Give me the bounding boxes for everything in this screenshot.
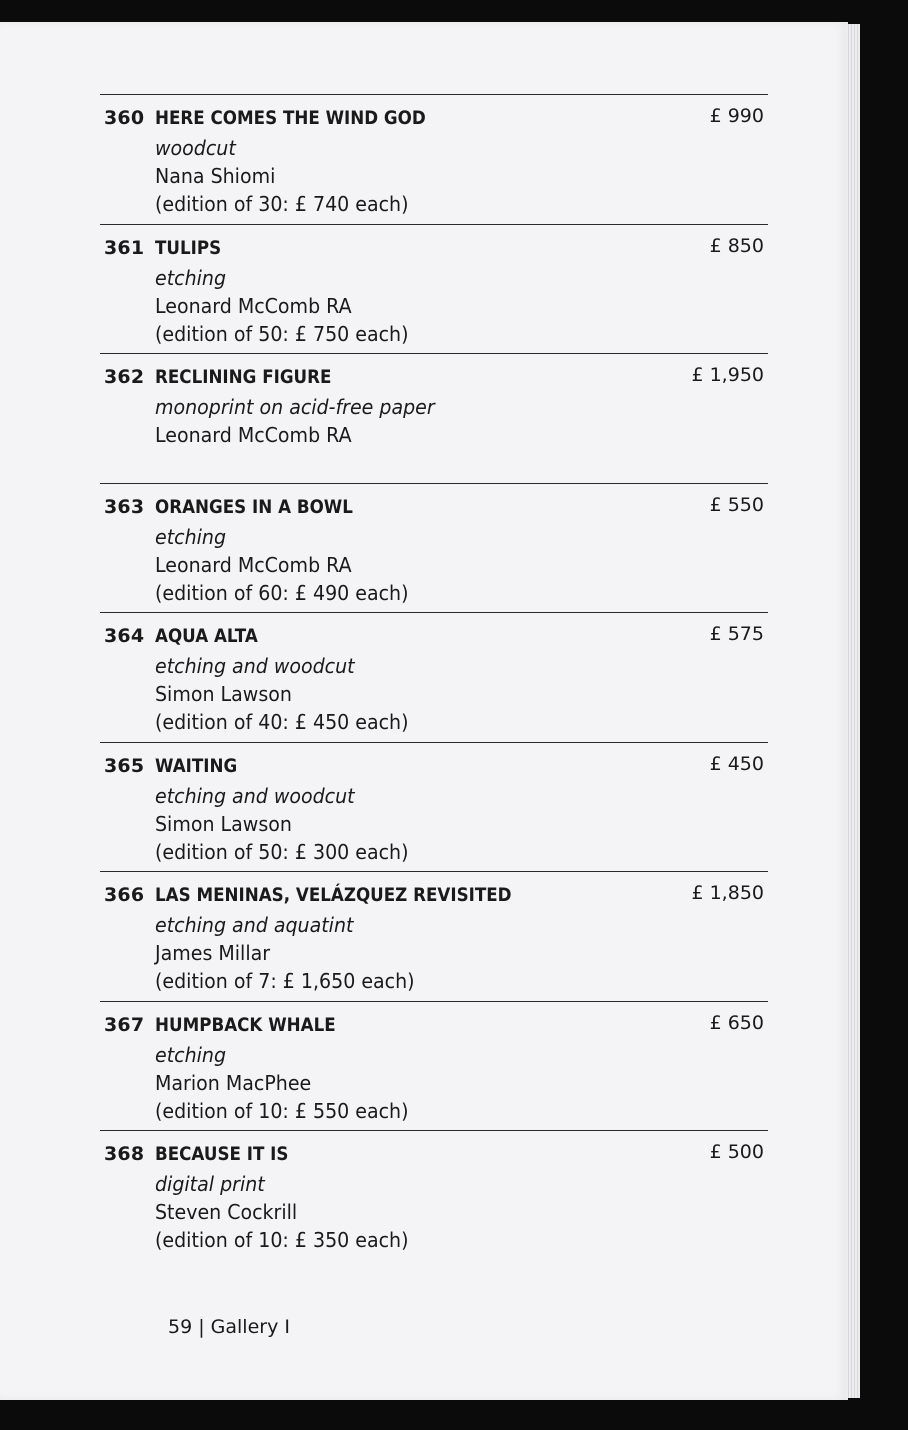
artist: Nana Shiomi	[155, 164, 276, 188]
lot-number: 360	[104, 107, 145, 129]
price: £ 575	[709, 623, 764, 645]
lot-number: 367	[104, 1013, 145, 1036]
lot-number: 361	[104, 236, 145, 259]
price: £ 650	[709, 1011, 764, 1034]
artist: Leonard McComb RA	[155, 552, 352, 577]
artwork-title: LAS MENINAS, VELÁZQUEZ REVISITED	[155, 884, 512, 906]
price: £ 500	[709, 1141, 764, 1163]
edition-info: (edition of 50: £ 300 each)	[155, 839, 409, 864]
artist: Leonard McComb RA	[155, 423, 352, 447]
catalogue-entry	[100, 224, 768, 354]
artwork-title: AQUA ALTA	[155, 625, 258, 647]
catalogue-entry	[100, 1130, 768, 1260]
edition-info: (edition of 60: £ 490 each)	[155, 580, 409, 605]
price: £ 1,850	[691, 882, 764, 904]
edition-info: (edition of 50: £ 750 each)	[155, 321, 409, 346]
artist: Leonard McComb RA	[155, 293, 352, 318]
artwork-title: WAITING	[155, 754, 238, 777]
artwork-title: RECLINING FIGURE	[155, 366, 332, 388]
artist: Steven Cockrill	[155, 1200, 298, 1224]
artwork-title: BECAUSE IT IS	[155, 1143, 289, 1165]
catalogue-entry	[100, 353, 768, 483]
edition-info: (edition of 7: £ 1,650 each)	[155, 969, 415, 993]
price: £ 1,950	[691, 364, 764, 386]
artwork-title: HERE COMES THE WIND GOD	[155, 107, 426, 129]
medium: woodcut	[155, 136, 236, 160]
medium: etching	[155, 265, 227, 290]
medium: etching and woodcut	[155, 783, 355, 808]
price: £ 850	[709, 234, 764, 257]
price: £ 550	[709, 493, 764, 516]
lot-number: 364	[104, 625, 145, 647]
catalogue-entry	[100, 871, 768, 1001]
medium: digital print	[155, 1172, 265, 1196]
catalogue-entry	[100, 94, 768, 224]
catalogue-entry	[100, 612, 768, 742]
artist: James Millar	[155, 941, 271, 965]
catalogue-entries	[100, 94, 768, 1260]
edition-info: (edition of 10: £ 350 each)	[155, 1228, 409, 1252]
lot-number: 366	[104, 884, 145, 906]
lot-number: 365	[104, 754, 145, 777]
medium: etching and aquatint	[155, 913, 354, 937]
medium: etching	[155, 524, 227, 549]
catalogue-entry	[100, 742, 768, 872]
price: £ 450	[709, 752, 764, 775]
medium: monoprint on acid-free paper	[155, 395, 435, 419]
artwork-title: TULIPS	[155, 236, 222, 259]
lot-number: 363	[104, 495, 145, 518]
lot-number: 362	[104, 366, 145, 388]
price: £ 990	[709, 105, 764, 127]
page-edges	[846, 24, 860, 1398]
edition-info: (edition of 30: £ 740 each)	[155, 192, 409, 216]
edition-info: (edition of 10: £ 550 each)	[155, 1098, 409, 1123]
artwork-title: ORANGES IN A BOWL	[155, 495, 353, 518]
edition-info: (edition of 40: £ 450 each)	[155, 710, 409, 734]
medium: etching and woodcut	[155, 654, 355, 678]
page-footer: 59 | Gallery I	[168, 1316, 290, 1338]
catalogue-entry	[100, 483, 768, 613]
artist: Marion MacPhee	[155, 1070, 312, 1095]
medium: etching	[155, 1042, 227, 1067]
catalogue-entry	[100, 1001, 768, 1131]
lot-number: 368	[104, 1143, 145, 1165]
artwork-title: HUMPBACK WHALE	[155, 1013, 336, 1036]
artist: Simon Lawson	[155, 811, 292, 836]
artist: Simon Lawson	[155, 682, 292, 706]
